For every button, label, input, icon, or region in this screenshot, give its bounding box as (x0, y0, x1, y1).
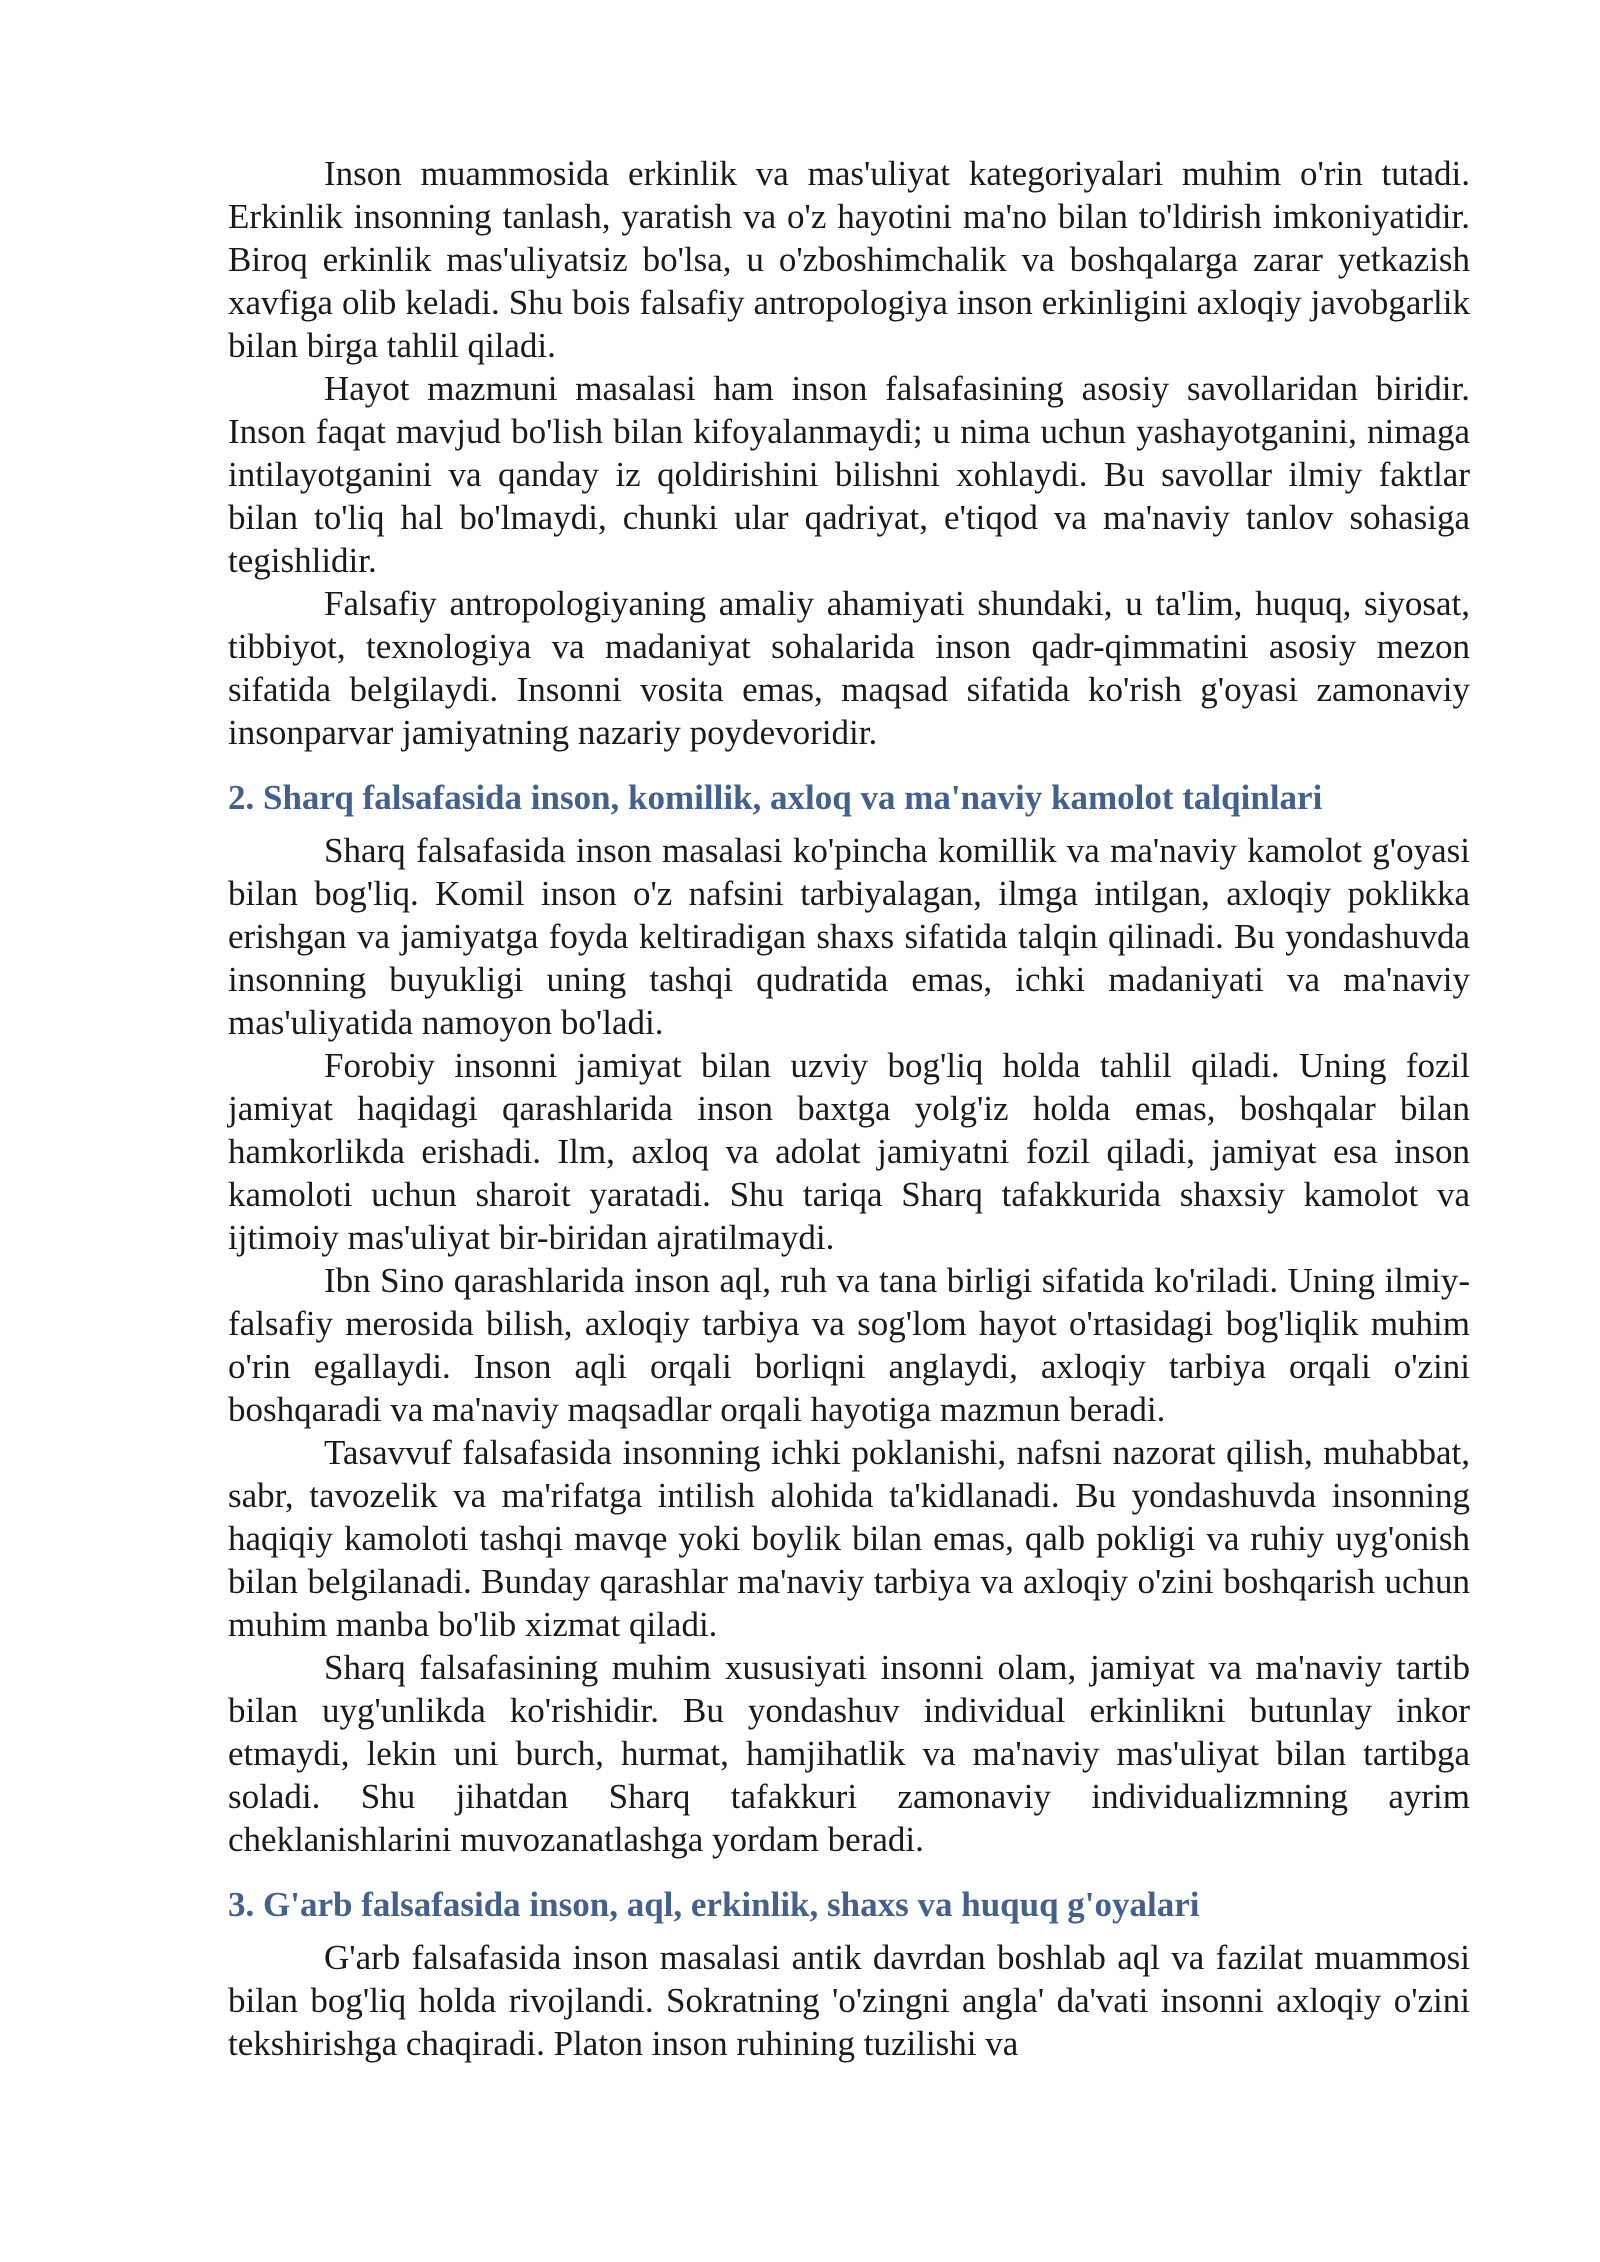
document-page (228, 152, 1470, 2065)
section-heading-3: 3. G'arb falsafasida inson, aql, erkinlik, shaxs va huquq g'oyalari (228, 1885, 1200, 1924)
paragraph: Ibn Sino qarashlarida inson aql, ruh va tana birligi sifatida ko'riladi. Uning ilmiy-falsafiy merosida bilish, axloqiy tarbiya va sog'lom hayot o'rtasidagi bog'liqlik muhim o'rin egallaydi. Inson aqli orqali borliqni anglaydi, axloqiy tarbiya orqali o'zini boshqaradi va ma'naviy maqsadlar orqali hayotiga mazmun beradi. (228, 1261, 1470, 1429)
paragraph: Sharq falsafasida inson masalasi ko'pincha komillik va ma'naviy kamolot g'oyasi bilan bog'liq. Komil inson o'z nafsini tarbiyalagan, ilmga intilgan, axloqiy poklikka erishgan va jamiyatga foyda keltiradigan shaxs sifatida talqin qilinadi. Bu yondashuvda insonning buyukligi uning tashqi qudratida emas, ichki madaniyati va ma'naviy mas'uliyatida namoyon bo'ladi. (228, 831, 1470, 1042)
paragraph: Hayot mazmuni masalasi ham inson falsafasining asosiy savollaridan biridir. Inson faqat mavjud bo'lish bilan kifoyalanmaydi; u nima uchun yashayotganini, nimaga intilayotganini va qanday iz qoldirishini bilishni xohlaydi. Bu savollar ilmiy faktlar bilan to'liq hal bo'lmaydi, chunki ular qadriyat, e'tiqod va ma'naviy tanlov sohasiga tegishlidir. (228, 369, 1470, 580)
paragraph: G'arb falsafasida inson masalasi antik davrdan boshlab aql va fazilat muammosi bilan bog'liq holda rivojlandi. Sokratning 'o'zingni angla' da'vati insonni axloqiy o'zini tekshirishga chaqiradi. Platon inson ruhining tuzilishi va (228, 1938, 1470, 2063)
paragraph: Tasavvuf falsafasida insonning ichki poklanishi, nafsni nazorat qilish, muhabbat, sabr, tavozelik va ma'rifatga intilish alohida ta'kidlanadi. Bu yondashuvda insonning haqiqiy kamoloti tashqi mavqe yoki boylik bilan emas, qalb pokligi va ruhiy uyg'onish bilan belgilanadi. Bunday qarashlar ma'naviy tarbiya va axloqiy o'zini boshqarish uchun muhim manba bo'lib xizmat qiladi. (228, 1433, 1470, 1644)
paragraph: Sharq falsafasining muhim xususiyati insonni olam, jamiyat va ma'naviy tartib bilan uyg'unlikda ko'rishidir. Bu yondashuv individual erkinlikni butunlay inkor etmaydi, lekin uni burch, hurmat, hamjihatlik va ma'naviy mas'uliyat bilan tartibga soladi. Shu jihatdan Sharq tafakkuri zamonaviy individualizmning ayrim cheklanishlarini muvozanatlashga yordam beradi. (228, 1648, 1470, 1859)
paragraph: Falsafiy antropologiyaning amaliy ahamiyati shundaki, u ta'lim, huquq, siyosat, tibbiyot, texnologiya va madaniyat sohalarida inson qadr-qimmatini asosiy mezon sifatida belgilaydi. Insonni vosita emas, maqsad sifatida ko'rish g'oyasi zamonaviy insonparvar jamiyatning nazariy poydevoridir. (228, 584, 1470, 752)
section-heading-2: 2. Sharq falsafasida inson, komillik, axloq va ma'naviy kamolot talqinlari (228, 778, 1323, 817)
paragraph: Forobiy insonni jamiyat bilan uzviy bog'liq holda tahlil qiladi. Uning fozil jamiyat haqidagi qarashlarida inson baxtga yolg'iz holda emas, boshqalar bilan hamkorlikda erishadi. Ilm, axloq va adolat jamiyatni fozil qiladi, jamiyat esa inson kamoloti uchun sharoit yaratadi. Shu tariqa Sharq tafakkurida shaxsiy kamolot va ijtimoiy mas'uliyat bir-biridan ajratilmaydi. (228, 1046, 1470, 1257)
paragraph: Inson muammosida erkinlik va mas'uliyat kategoriyalari muhim o'rin tutadi. Erkinlik insonning tanlash, yaratish va o'z hayotini ma'no bilan to'ldirish imkoniyatidir. Biroq erkinlik mas'uliyatsiz bo'lsa, u o'zboshimchalik va boshqalarga zarar yetkazish xavfiga olib keladi. Shu bois falsafiy antropologiya inson erkinligini axloqiy javobgarlik bilan birga tahlil qiladi. (228, 154, 1470, 365)
